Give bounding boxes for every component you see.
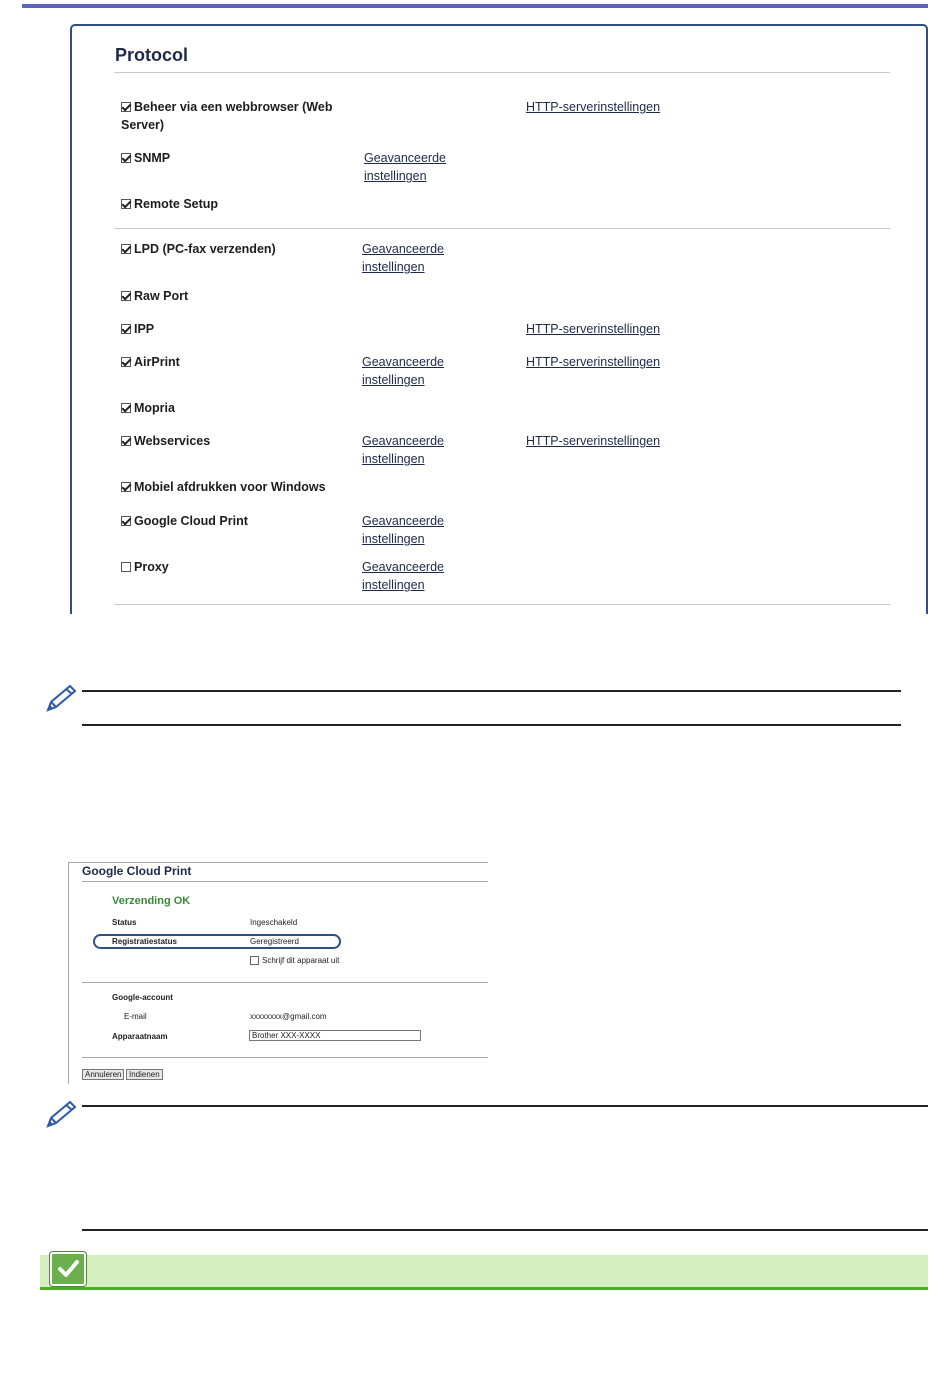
pencil-icon: [44, 684, 78, 714]
http-settings-link-airprint[interactable]: HTTP-serverinstellingen: [526, 355, 661, 369]
advanced-settings-link-airprint[interactable]: [362, 353, 462, 389]
link-line: Geavanceerde: [362, 560, 445, 574]
link-line: Geavanceerde: [362, 514, 445, 528]
divider: [82, 881, 488, 882]
unregister-label: Schrijf dit apparaat uit: [262, 956, 340, 965]
email-label: E-mail: [124, 1012, 147, 1021]
link-line: instellingen: [364, 169, 427, 183]
note-rule-top: [82, 1105, 928, 1107]
protocol-row-lpd[interactable]: [121, 240, 276, 258]
advanced-settings-link-webservices[interactable]: [362, 432, 462, 468]
email-value: xxxxxxxx@gmail.com: [250, 1012, 327, 1021]
protocol-row-proxy[interactable]: [121, 558, 169, 576]
related-info-underline: [40, 1287, 928, 1290]
related-info-bar: [40, 1255, 928, 1287]
pencil-icon: [44, 1100, 78, 1130]
protocol-row-raw-port[interactable]: [121, 287, 188, 305]
note-rule-bottom: [82, 724, 901, 726]
protocol-row-snmp[interactable]: [121, 149, 170, 167]
gcp-left-rule: [68, 862, 69, 1084]
checkbox-ipp[interactable]: [121, 324, 131, 334]
link-line: Geavanceerde: [364, 151, 447, 165]
checkbox-proxy[interactable]: [121, 562, 131, 572]
status-label: Status: [112, 918, 137, 927]
advanced-settings-link-snmp[interactable]: [364, 149, 464, 185]
google-account-label: Google-account: [112, 993, 173, 1002]
protocol-row-webservices[interactable]: [121, 432, 210, 450]
top-accent-bar: [22, 4, 928, 8]
protocol-label: IPP: [134, 322, 155, 336]
unregister-checkbox[interactable]: [250, 956, 259, 965]
checkbox-google-cloud-print[interactable]: [121, 516, 131, 526]
checkbox-airprint[interactable]: [121, 357, 131, 367]
checkmark-icon: [50, 1252, 86, 1286]
status-value: Ingeschakeld: [250, 918, 298, 927]
protocol-label: Raw Port: [134, 289, 189, 303]
advanced-settings-link-gcp[interactable]: [362, 512, 462, 548]
checkbox-webservices[interactable]: [121, 436, 131, 446]
protocol-label: Google Cloud Print: [134, 514, 248, 528]
protocol-label: Remote Setup: [134, 197, 219, 211]
checkbox-lpd[interactable]: [121, 244, 131, 254]
device-name-field[interactable]: Brother XXX-XXXX: [249, 1030, 421, 1041]
http-settings-link-ipp[interactable]: HTTP-serverinstellingen: [526, 322, 661, 336]
protocol-label: Mopria: [134, 401, 175, 415]
protocol-label: Webservices: [134, 434, 211, 448]
checkbox-web-server[interactable]: [121, 102, 131, 112]
checkbox-mopria[interactable]: [121, 403, 131, 413]
page-title: Protocol: [115, 45, 189, 65]
checkbox-remote-setup[interactable]: [121, 199, 131, 209]
divider: [114, 228, 890, 229]
link-line: instellingen: [362, 578, 425, 592]
divider: [82, 1057, 488, 1058]
http-settings-link-webservices[interactable]: HTTP-serverinstellingen: [526, 434, 661, 448]
protocol-row-web-server[interactable]: [121, 98, 332, 134]
protocol-row-remote-setup[interactable]: [121, 195, 218, 213]
link-line: Geavanceerde: [362, 434, 445, 448]
protocol-label: Proxy: [134, 560, 169, 574]
note-rule-top: [82, 690, 901, 692]
checkbox-snmp[interactable]: [121, 153, 131, 163]
note-rule-bottom: [82, 1229, 928, 1231]
protocol-row-ipp[interactable]: [121, 320, 154, 338]
link-line: Geavanceerde: [362, 355, 445, 369]
device-name-label: Apparaatnaam: [112, 1032, 168, 1041]
protocol-label: LPD (PC-fax verzenden): [134, 242, 276, 256]
checkbox-raw-port[interactable]: [121, 291, 131, 301]
submit-button[interactable]: Indienen: [126, 1069, 163, 1080]
protocol-row-google-cloud-print[interactable]: [121, 512, 248, 530]
registration-value: Geregistreerd: [250, 937, 299, 946]
link-line: instellingen: [362, 452, 425, 466]
protocol-label: Beheer via een webbrowser (Web: [134, 100, 333, 114]
advanced-settings-link-lpd[interactable]: [362, 240, 462, 276]
link-line: instellingen: [362, 373, 425, 387]
cancel-button[interactable]: Annuleren: [82, 1069, 124, 1080]
gcp-title: Google Cloud Print: [82, 864, 192, 878]
unregister-option[interactable]: [250, 956, 339, 965]
registration-label: Registratiestatus: [112, 937, 177, 946]
link-line: instellingen: [362, 260, 425, 274]
protocol-row-mobile-windows[interactable]: [121, 478, 326, 496]
protocol-row-airprint[interactable]: [121, 353, 180, 371]
divider: [114, 72, 890, 73]
protocol-label: SNMP: [134, 151, 171, 165]
advanced-settings-link-proxy[interactable]: [362, 558, 462, 594]
link-line: Geavanceerde: [362, 242, 445, 256]
protocol-row-mopria[interactable]: [121, 399, 175, 417]
link-line: instellingen: [362, 532, 425, 546]
protocol-label: Mobiel afdrukken voor Windows: [134, 480, 326, 494]
protocol-label-cont: Server): [121, 118, 165, 132]
gcp-status-ok: Verzending OK: [112, 895, 191, 907]
divider: [82, 982, 488, 983]
http-settings-link-web[interactable]: HTTP-serverinstellingen: [526, 100, 661, 114]
checkbox-mobile-windows[interactable]: [121, 482, 131, 492]
divider: [114, 604, 890, 605]
protocol-label: AirPrint: [134, 355, 180, 369]
gcp-top-rule: [68, 862, 488, 863]
